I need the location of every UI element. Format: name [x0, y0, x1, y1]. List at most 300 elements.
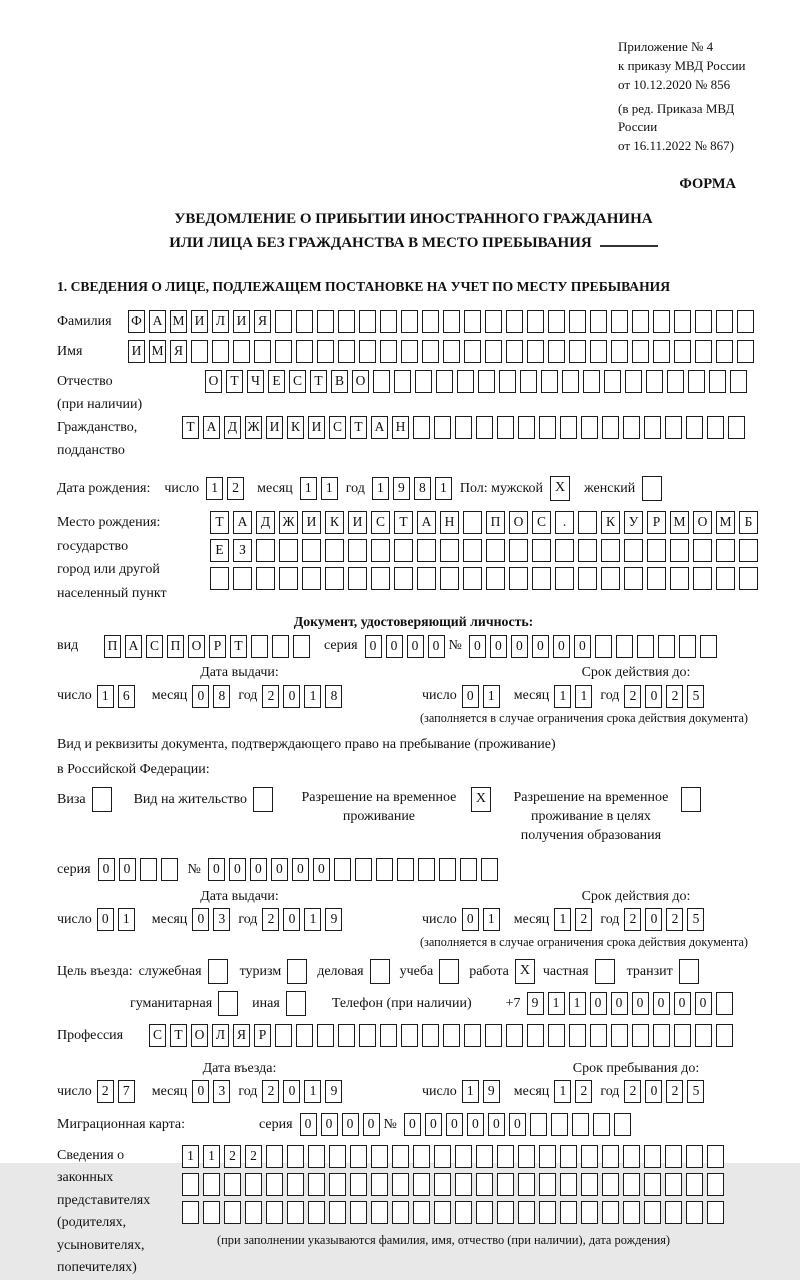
form-cell[interactable]: [251, 635, 268, 658]
form-cell[interactable]: [486, 539, 505, 562]
form-cell[interactable]: [616, 635, 633, 658]
form-cell[interactable]: 1: [554, 908, 571, 931]
form-cell[interactable]: 1: [483, 685, 500, 708]
form-cell[interactable]: И: [128, 340, 145, 363]
form-cell[interactable]: [279, 567, 298, 590]
entry-day[interactable]: [97, 1080, 139, 1103]
form-cell[interactable]: [497, 1201, 514, 1224]
birth-place-row3[interactable]: [210, 567, 762, 590]
form-cell[interactable]: [329, 1201, 346, 1224]
form-cell[interactable]: 1: [483, 908, 500, 931]
form-cell[interactable]: [191, 340, 208, 363]
form-cell[interactable]: 2: [97, 1080, 114, 1103]
form-cell[interactable]: [670, 567, 689, 590]
form-cell[interactable]: С: [289, 370, 306, 393]
form-cell[interactable]: К: [287, 416, 304, 439]
form-cell[interactable]: 9: [527, 992, 544, 1015]
form-cell[interactable]: 0: [365, 635, 382, 658]
form-cell[interactable]: И: [233, 310, 250, 333]
identity-issue-month[interactable]: [192, 685, 234, 708]
form-cell[interactable]: [581, 1145, 598, 1168]
form-cell[interactable]: [644, 1145, 661, 1168]
form-cell[interactable]: [520, 370, 537, 393]
form-cell[interactable]: [338, 1024, 355, 1047]
form-cell[interactable]: 0: [632, 992, 649, 1015]
form-cell[interactable]: [266, 1145, 283, 1168]
form-cell[interactable]: Ж: [279, 511, 298, 534]
form-cell[interactable]: И: [302, 511, 321, 534]
form-cell[interactable]: Я: [254, 310, 271, 333]
form-cell[interactable]: [695, 310, 712, 333]
form-cell[interactable]: [401, 340, 418, 363]
form-cell[interactable]: Т: [210, 511, 229, 534]
form-cell[interactable]: 9: [325, 1080, 342, 1103]
form-cell[interactable]: [583, 370, 600, 393]
form-cell[interactable]: [518, 1173, 535, 1196]
form-cell[interactable]: [551, 1113, 568, 1136]
form-cell[interactable]: К: [325, 511, 344, 534]
form-cell[interactable]: [695, 1024, 712, 1047]
form-cell[interactable]: А: [149, 310, 166, 333]
form-cell[interactable]: [203, 1173, 220, 1196]
form-cell[interactable]: [693, 539, 712, 562]
form-cell[interactable]: 0: [229, 858, 246, 881]
form-cell[interactable]: [394, 370, 411, 393]
form-cell[interactable]: [422, 1024, 439, 1047]
form-cell[interactable]: Л: [212, 1024, 229, 1047]
form-cell[interactable]: [224, 1201, 241, 1224]
form-cell[interactable]: [233, 567, 252, 590]
form-cell[interactable]: [464, 340, 481, 363]
form-cell[interactable]: [506, 310, 523, 333]
form-cell[interactable]: [665, 1201, 682, 1224]
form-cell[interactable]: [614, 1113, 631, 1136]
form-cell[interactable]: [707, 1145, 724, 1168]
form-cell[interactable]: Р: [254, 1024, 271, 1047]
form-cell[interactable]: 1: [435, 477, 452, 500]
form-cell[interactable]: 0: [574, 635, 591, 658]
form-cell[interactable]: [624, 539, 643, 562]
form-cell[interactable]: 8: [213, 685, 230, 708]
form-cell[interactable]: 7: [118, 1080, 135, 1103]
residence-issue-month[interactable]: [192, 908, 234, 931]
residence-number-cells[interactable]: [208, 858, 502, 881]
residence-issue-day[interactable]: [97, 908, 139, 931]
form-cell[interactable]: [380, 1024, 397, 1047]
form-cell[interactable]: [338, 340, 355, 363]
doc-series-cells[interactable]: [365, 635, 449, 658]
entry-month[interactable]: [192, 1080, 234, 1103]
stay-year[interactable]: [624, 1080, 708, 1103]
form-cell[interactable]: [212, 340, 229, 363]
form-cell[interactable]: [737, 310, 754, 333]
form-cell[interactable]: 0: [404, 1113, 421, 1136]
form-cell[interactable]: 0: [695, 992, 712, 1015]
form-cell[interactable]: [653, 340, 670, 363]
form-cell[interactable]: [308, 1145, 325, 1168]
form-cell[interactable]: [686, 416, 703, 439]
form-cell[interactable]: Т: [230, 635, 247, 658]
form-cell[interactable]: [541, 370, 558, 393]
form-cell[interactable]: [371, 1173, 388, 1196]
form-cell[interactable]: 1: [372, 477, 389, 500]
form-cell[interactable]: М: [670, 511, 689, 534]
form-cell[interactable]: [578, 511, 597, 534]
form-cell[interactable]: [485, 340, 502, 363]
form-cell[interactable]: [392, 1173, 409, 1196]
form-cell[interactable]: [417, 539, 436, 562]
form-cell[interactable]: [595, 635, 612, 658]
residence-expiry-month[interactable]: [554, 908, 596, 931]
form-cell[interactable]: [455, 1145, 472, 1168]
form-cell[interactable]: [308, 1173, 325, 1196]
form-cell[interactable]: [728, 416, 745, 439]
form-cell[interactable]: [359, 1024, 376, 1047]
form-cell[interactable]: [670, 539, 689, 562]
form-cell[interactable]: 0: [425, 1113, 442, 1136]
form-cell[interactable]: [604, 370, 621, 393]
form-cell[interactable]: [527, 340, 544, 363]
form-cell[interactable]: [499, 370, 516, 393]
form-cell[interactable]: [371, 1201, 388, 1224]
form-cell[interactable]: [371, 539, 390, 562]
form-cell[interactable]: [623, 1173, 640, 1196]
form-cell[interactable]: [548, 1024, 565, 1047]
form-cell[interactable]: [464, 310, 481, 333]
form-cell[interactable]: [460, 858, 477, 881]
entry-year[interactable]: [262, 1080, 346, 1103]
form-cell[interactable]: 1: [304, 1080, 321, 1103]
purpose-work-checkbox[interactable]: X: [515, 959, 535, 984]
form-cell[interactable]: [601, 567, 620, 590]
purpose-transit-checkbox[interactable]: [679, 959, 699, 984]
form-cell[interactable]: [317, 340, 334, 363]
form-cell[interactable]: [665, 1145, 682, 1168]
form-cell[interactable]: [730, 370, 747, 393]
citizenship-cells[interactable]: [182, 416, 749, 439]
form-cell[interactable]: [317, 1024, 334, 1047]
form-cell[interactable]: [457, 370, 474, 393]
form-cell[interactable]: [632, 310, 649, 333]
identity-expiry-year[interactable]: [624, 685, 708, 708]
migration-series-cells[interactable]: [300, 1113, 384, 1136]
form-cell[interactable]: [506, 1024, 523, 1047]
form-cell[interactable]: 0: [645, 685, 662, 708]
form-cell[interactable]: [674, 340, 691, 363]
form-cell[interactable]: [182, 1173, 199, 1196]
form-cell[interactable]: 0: [98, 858, 115, 881]
form-cell[interactable]: [686, 1173, 703, 1196]
form-cell[interactable]: [602, 1145, 619, 1168]
form-cell[interactable]: 6: [118, 685, 135, 708]
form-cell[interactable]: О: [188, 635, 205, 658]
form-cell[interactable]: 2: [624, 908, 641, 931]
form-cell[interactable]: [463, 567, 482, 590]
sex-male-checkbox[interactable]: X: [550, 476, 570, 501]
form-cell[interactable]: 5: [687, 1080, 704, 1103]
form-cell[interactable]: И: [348, 511, 367, 534]
doc-number-cells[interactable]: [469, 635, 721, 658]
form-cell[interactable]: 2: [624, 1080, 641, 1103]
form-cell[interactable]: [560, 416, 577, 439]
form-cell[interactable]: [275, 340, 292, 363]
form-cell[interactable]: [373, 370, 390, 393]
birth-year-cells[interactable]: [372, 477, 456, 500]
form-cell[interactable]: [602, 1173, 619, 1196]
form-cell[interactable]: [548, 340, 565, 363]
residence-permit-checkbox[interactable]: [253, 787, 273, 812]
form-cell[interactable]: [644, 1201, 661, 1224]
form-cell[interactable]: [518, 416, 535, 439]
form-cell[interactable]: [539, 1145, 556, 1168]
form-cell[interactable]: [440, 539, 459, 562]
legal-reps-row3[interactable]: [182, 1201, 728, 1224]
form-cell[interactable]: [623, 1145, 640, 1168]
form-cell[interactable]: [394, 539, 413, 562]
form-cell[interactable]: [518, 1145, 535, 1168]
form-cell[interactable]: [348, 539, 367, 562]
form-cell[interactable]: [497, 1173, 514, 1196]
purpose-business-checkbox[interactable]: [370, 959, 390, 984]
name-cells[interactable]: [128, 340, 758, 363]
form-cell[interactable]: [455, 416, 472, 439]
form-cell[interactable]: [296, 1024, 313, 1047]
form-cell[interactable]: [532, 539, 551, 562]
form-cell[interactable]: [623, 1201, 640, 1224]
form-cell[interactable]: Р: [209, 635, 226, 658]
form-cell[interactable]: [644, 416, 661, 439]
form-cell[interactable]: 5: [687, 908, 704, 931]
form-cell[interactable]: [476, 1145, 493, 1168]
residence-expiry-year[interactable]: [624, 908, 708, 931]
form-cell[interactable]: [707, 1173, 724, 1196]
form-cell[interactable]: 1: [304, 685, 321, 708]
form-cell[interactable]: [296, 310, 313, 333]
form-cell[interactable]: [707, 1201, 724, 1224]
form-cell[interactable]: 0: [386, 635, 403, 658]
form-cell[interactable]: 1: [554, 1080, 571, 1103]
form-cell[interactable]: М: [170, 310, 187, 333]
form-cell[interactable]: [434, 1201, 451, 1224]
form-cell[interactable]: О: [693, 511, 712, 534]
form-cell[interactable]: [392, 1145, 409, 1168]
form-cell[interactable]: А: [233, 511, 252, 534]
form-cell[interactable]: 8: [414, 477, 431, 500]
form-cell[interactable]: 0: [511, 635, 528, 658]
phone-cells[interactable]: [527, 992, 737, 1015]
form-cell[interactable]: [548, 310, 565, 333]
form-cell[interactable]: [569, 310, 586, 333]
form-cell[interactable]: [203, 1201, 220, 1224]
form-cell[interactable]: [739, 567, 758, 590]
form-cell[interactable]: [350, 1173, 367, 1196]
form-cell[interactable]: М: [149, 340, 166, 363]
form-cell[interactable]: [509, 567, 528, 590]
form-cell[interactable]: [434, 1145, 451, 1168]
form-cell[interactable]: [695, 340, 712, 363]
identity-issue-year[interactable]: [262, 685, 346, 708]
form-cell[interactable]: [359, 340, 376, 363]
form-cell[interactable]: [287, 1173, 304, 1196]
form-cell[interactable]: 0: [192, 908, 209, 931]
form-cell[interactable]: 2: [666, 685, 683, 708]
form-cell[interactable]: [371, 1145, 388, 1168]
form-cell[interactable]: 0: [271, 858, 288, 881]
migration-number-cells[interactable]: [404, 1113, 635, 1136]
form-cell[interactable]: [463, 539, 482, 562]
form-cell[interactable]: [602, 1201, 619, 1224]
form-cell[interactable]: [210, 567, 229, 590]
form-cell[interactable]: 0: [428, 635, 445, 658]
birth-day-cells[interactable]: [206, 477, 248, 500]
form-cell[interactable]: [707, 416, 724, 439]
form-cell[interactable]: Т: [394, 511, 413, 534]
form-cell[interactable]: О: [191, 1024, 208, 1047]
form-cell[interactable]: [417, 567, 436, 590]
form-cell[interactable]: [455, 1173, 472, 1196]
birth-place-row2[interactable]: [210, 539, 762, 562]
form-cell[interactable]: [569, 1024, 586, 1047]
stay-day[interactable]: [462, 1080, 504, 1103]
form-cell[interactable]: [355, 858, 372, 881]
form-cell[interactable]: [140, 858, 157, 881]
form-cell[interactable]: 8: [325, 685, 342, 708]
form-cell[interactable]: [476, 416, 493, 439]
form-cell[interactable]: [272, 635, 289, 658]
form-cell[interactable]: [161, 858, 178, 881]
form-cell[interactable]: 9: [325, 908, 342, 931]
form-cell[interactable]: [464, 1024, 481, 1047]
sex-female-checkbox[interactable]: [642, 476, 662, 501]
form-cell[interactable]: [716, 539, 735, 562]
form-cell[interactable]: О: [352, 370, 369, 393]
form-cell[interactable]: Д: [224, 416, 241, 439]
form-cell[interactable]: [380, 310, 397, 333]
form-cell[interactable]: [350, 1145, 367, 1168]
form-cell[interactable]: [308, 1201, 325, 1224]
form-cell[interactable]: [418, 858, 435, 881]
purpose-tourism-checkbox[interactable]: [287, 959, 307, 984]
form-cell[interactable]: [737, 340, 754, 363]
form-cell[interactable]: И: [191, 310, 208, 333]
form-cell[interactable]: [716, 340, 733, 363]
form-cell[interactable]: И: [266, 416, 283, 439]
form-cell[interactable]: [266, 1201, 283, 1224]
form-cell[interactable]: [686, 1145, 703, 1168]
form-cell[interactable]: А: [417, 511, 436, 534]
form-cell[interactable]: [693, 567, 712, 590]
form-cell[interactable]: [658, 635, 675, 658]
form-cell[interactable]: 0: [300, 1113, 317, 1136]
form-cell[interactable]: 0: [645, 1080, 662, 1103]
form-cell[interactable]: 1: [554, 685, 571, 708]
form-cell[interactable]: 2: [245, 1145, 262, 1168]
form-cell[interactable]: [581, 1201, 598, 1224]
form-cell[interactable]: Д: [256, 511, 275, 534]
form-cell[interactable]: 0: [363, 1113, 380, 1136]
form-cell[interactable]: [275, 310, 292, 333]
form-cell[interactable]: [413, 1201, 430, 1224]
form-cell[interactable]: [481, 858, 498, 881]
form-cell[interactable]: [413, 416, 430, 439]
form-cell[interactable]: [709, 370, 726, 393]
form-cell[interactable]: [413, 1173, 430, 1196]
form-cell[interactable]: 0: [462, 685, 479, 708]
form-cell[interactable]: И: [308, 416, 325, 439]
form-cell[interactable]: [371, 567, 390, 590]
form-cell[interactable]: 0: [590, 992, 607, 1015]
form-cell[interactable]: [686, 1201, 703, 1224]
residence-expiry-day[interactable]: [462, 908, 504, 931]
form-cell[interactable]: Т: [350, 416, 367, 439]
form-cell[interactable]: [653, 310, 670, 333]
form-cell[interactable]: [397, 858, 414, 881]
form-cell[interactable]: [254, 340, 271, 363]
form-cell[interactable]: 0: [509, 1113, 526, 1136]
form-cell[interactable]: [413, 1145, 430, 1168]
visa-checkbox[interactable]: [92, 787, 112, 812]
form-cell[interactable]: 0: [342, 1113, 359, 1136]
form-cell[interactable]: [716, 992, 733, 1015]
form-cell[interactable]: 2: [227, 477, 244, 500]
form-cell[interactable]: 1: [548, 992, 565, 1015]
identity-expiry-day[interactable]: [462, 685, 504, 708]
form-cell[interactable]: М: [716, 511, 735, 534]
form-cell[interactable]: [302, 567, 321, 590]
form-cell[interactable]: Т: [226, 370, 243, 393]
form-cell[interactable]: [476, 1201, 493, 1224]
form-cell[interactable]: 1: [569, 992, 586, 1015]
form-cell[interactable]: [463, 511, 482, 534]
form-cell[interactable]: [401, 310, 418, 333]
form-cell[interactable]: 2: [262, 685, 279, 708]
form-cell[interactable]: [716, 310, 733, 333]
birth-place-row1[interactable]: [210, 511, 762, 534]
form-cell[interactable]: [602, 416, 619, 439]
form-cell[interactable]: Л: [212, 310, 229, 333]
form-cell[interactable]: [560, 1173, 577, 1196]
purpose-other-checkbox[interactable]: [286, 991, 306, 1016]
form-cell[interactable]: [436, 370, 453, 393]
form-cell[interactable]: [601, 539, 620, 562]
form-cell[interactable]: Р: [647, 511, 666, 534]
form-cell[interactable]: 2: [624, 685, 641, 708]
form-cell[interactable]: [590, 1024, 607, 1047]
birth-month-cells[interactable]: [300, 477, 342, 500]
form-cell[interactable]: С: [371, 511, 390, 534]
form-cell[interactable]: [569, 340, 586, 363]
form-cell[interactable]: А: [371, 416, 388, 439]
form-cell[interactable]: 1: [182, 1145, 199, 1168]
form-cell[interactable]: В: [331, 370, 348, 393]
form-cell[interactable]: [532, 567, 551, 590]
form-cell[interactable]: [334, 858, 351, 881]
form-cell[interactable]: [245, 1173, 262, 1196]
form-cell[interactable]: [688, 370, 705, 393]
form-cell[interactable]: [530, 1113, 547, 1136]
form-cell[interactable]: [611, 340, 628, 363]
form-cell[interactable]: [674, 1024, 691, 1047]
residence-series-cells[interactable]: [98, 858, 182, 881]
form-cell[interactable]: [674, 310, 691, 333]
form-cell[interactable]: 1: [304, 908, 321, 931]
form-cell[interactable]: Е: [210, 539, 229, 562]
form-cell[interactable]: [581, 1173, 598, 1196]
form-cell[interactable]: Я: [233, 1024, 250, 1047]
form-cell[interactable]: [392, 1201, 409, 1224]
form-cell[interactable]: 0: [283, 908, 300, 931]
form-cell[interactable]: [380, 340, 397, 363]
